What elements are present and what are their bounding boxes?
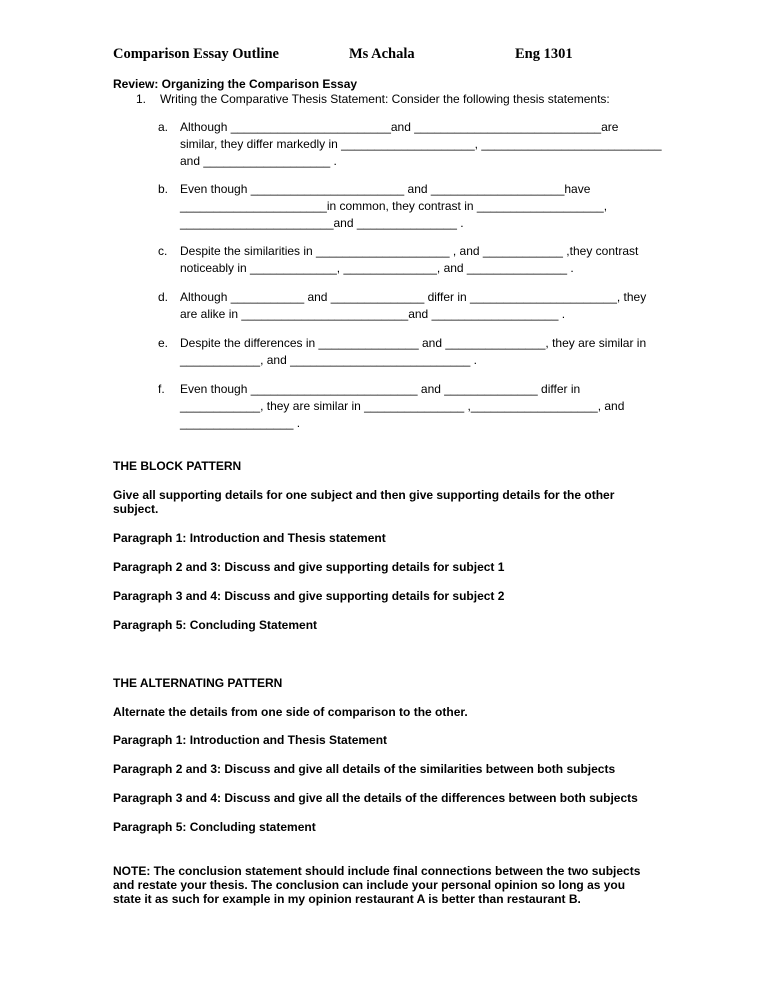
thesis-line: noticeably in _____________, ______________, and _______________ . [180,261,574,275]
thesis-letter: c. [158,244,168,258]
thesis-line: ____________, they are similar in _______________ ,___________________, and [180,399,625,413]
block-paragraph-1: Paragraph 1: Introduction and Thesis statement [113,531,386,545]
thesis-letter: b. [158,182,169,196]
thesis-line: are alike in _________________________and ___________________ . [180,307,566,321]
alternating-pattern-intro: Alternate the details from one side of comparison to the other. [113,705,468,719]
review-item [136,92,610,106]
review-item-number: 1. [136,92,147,106]
alternating-paragraph-2: Paragraph 2 and 3: Discuss and give all details of the similarities between both subjects [113,762,616,776]
document-header [113,46,673,66]
thesis-line: Even though _______________________ and ____________________have [180,182,591,196]
document-title: Comparison Essay Outline [113,46,279,62]
thesis-line: Despite the similarities in ____________________ , and ____________ ,they contrast [180,244,639,258]
alternating-paragraph-4: Paragraph 5: Concluding statement [113,820,316,834]
block-paragraph-3: Paragraph 3 and 4: Discuss and give supporting details for subject 2 [113,589,505,603]
thesis-line: Despite the differences in _______________ and _______________, they are similar in [180,336,647,350]
course-code: Eng 1301 [515,46,573,62]
thesis-letter: a. [158,120,169,134]
thesis-letter: f. [158,382,165,396]
block-pattern-heading: THE BLOCK PATTERN [113,459,242,473]
block-pattern-intro: Give all supporting details for one subject and then give supporting details for the other [113,488,615,502]
thesis-letter: e. [158,336,169,350]
block-paragraph-4: Paragraph 5: Concluding Statement [113,618,318,632]
thesis-letter: d. [158,290,169,304]
block-pattern-intro-cont: subject. [113,502,159,516]
review-item-text: Writing the Comparative Thesis Statement: Consider the following thesis statements: [160,92,610,106]
conclusion-note [113,864,673,906]
thesis-line: similar, they differ markedly in ____________________, ___________________________ [180,137,662,151]
thesis-line: _______________________and _______________ . [180,216,464,230]
thesis-line: ____________, and ___________________________ . [180,353,477,367]
alternating-pattern-heading: THE ALTERNATING PATTERN [113,676,283,690]
alternating-paragraph-3: Paragraph 3 and 4: Discuss and give all the details of the differences between both subjects [113,791,638,805]
note-line: state it as such for example in my opinion restaurant A is better than restaurant B. [113,892,581,906]
note-line: NOTE: The conclusion statement should include final connections between the two subjects [113,864,641,878]
alternating-paragraph-1: Paragraph 1: Introduction and Thesis Statement [113,733,388,747]
block-paragraph-2: Paragraph 2 and 3: Discuss and give supporting details for subject 1 [113,560,505,574]
thesis-line: Although ___________ and ______________ differ in ______________________, they [180,290,647,304]
thesis-line: Although ________________________and ____________________________are [180,120,619,134]
teacher-name: Ms Achala [349,46,415,62]
thesis-line: ______________________in common, they contrast in ___________________, [180,199,608,213]
thesis-line: Even though _________________________ and ______________ differ in [180,382,581,396]
thesis-line: _________________ . [180,416,301,430]
note-line: and restate your thesis. The conclusion can include your personal opinion so long as you [113,878,626,892]
review-heading: Review: Organizing the Comparison Essay [113,77,358,91]
thesis-line: and ___________________ . [180,154,337,168]
